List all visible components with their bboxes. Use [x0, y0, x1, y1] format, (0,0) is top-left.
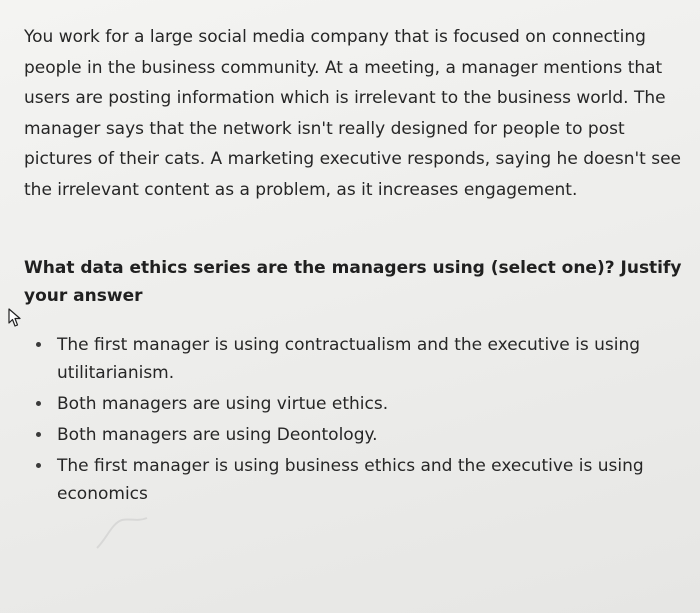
answer-option-label: Both managers are using virtue ethics. [57, 394, 389, 414]
bullet-dot-icon [36, 401, 41, 406]
answer-option-label: The first manager is using contractualism and the executive is using utilitarianism. [57, 335, 641, 383]
answer-option[interactable] [32, 331, 672, 387]
bullet-dot-icon [36, 342, 41, 347]
answer-option[interactable] [32, 421, 672, 449]
answer-options-list [32, 331, 672, 511]
bullet-dot-icon [36, 432, 41, 437]
answer-option-label: Both managers are using Deontology. [57, 425, 378, 445]
question-prompt: What data ethics series are the managers using (select one)? Justify your answer [24, 258, 682, 306]
answer-option[interactable] [32, 452, 672, 508]
scenario-paragraph: You work for a large social media company that is focused on connecting people in the business community. At a meeting, a manager mentions that users are posting information which is irrelevant to the business world. The manager says that the network isn't really designed for people to post pictures of their cats. A marketing executive responds, saying he doesn't see the irrelevant content as a problem, as it increases engagement. [24, 27, 681, 200]
answer-option[interactable] [32, 390, 672, 418]
bullet-dot-icon [36, 463, 41, 468]
mouse-pointer-icon [8, 308, 22, 328]
screen-smudge [92, 508, 162, 553]
answer-option-label: The first manager is using business ethics and the executive is using economics [57, 456, 644, 504]
